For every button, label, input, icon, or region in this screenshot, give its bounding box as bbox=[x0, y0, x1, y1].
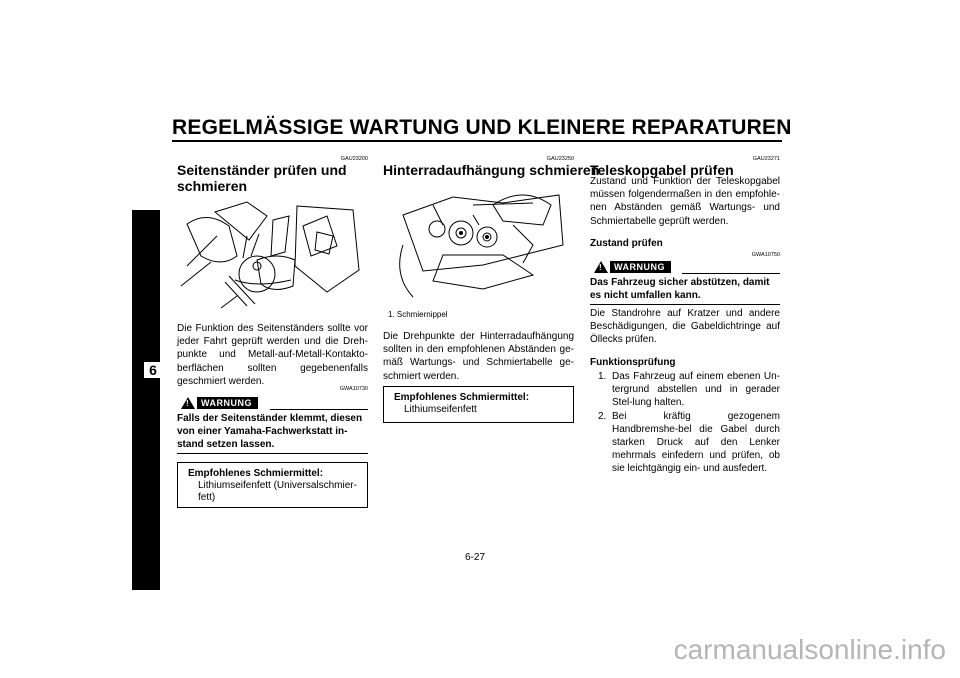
warning-badge bbox=[590, 260, 671, 274]
step-text: Bei kräftig gezogenem Handbremshe-bel die Gabel durch starken Druck auf den Lenker mehrmals einfedern und prüfen, ob sie leichtgängig ein- und ausfedert. bbox=[612, 410, 780, 475]
warning-rule-top bbox=[682, 273, 780, 274]
step-text: Das Fahrzeug auf einem ebenen Un-tergrund abstellen und in gerader Stel-lung halten. bbox=[612, 371, 780, 409]
warning-code: GWA10750 bbox=[751, 252, 780, 258]
watermark: carmanualsonline.info bbox=[673, 634, 946, 665]
chapter-tab bbox=[132, 210, 160, 590]
warning-text: Das Fahrzeug sicher abstützen, damit es nicht umfallen kann. bbox=[590, 277, 770, 301]
warning-rule-top bbox=[270, 409, 368, 410]
section-code: GAU23250 bbox=[546, 156, 574, 162]
lubricant-box-value: Lithiumseifenfett bbox=[404, 404, 477, 415]
section-body: Die Standrohre auf Kratzer und andere Beschädigungen, die Gabeldichtringe auf Öllecks prüfen. bbox=[590, 308, 780, 346]
lubricant-box bbox=[177, 462, 368, 508]
list-item bbox=[590, 410, 780, 476]
subsection-title: Funktionsprüfung bbox=[590, 357, 676, 368]
warning-icon: ! bbox=[181, 397, 195, 409]
list-item bbox=[590, 370, 780, 410]
subsection-title: Zustand prüfen bbox=[590, 238, 663, 249]
section-body: Die Drehpunkte der Hinterradaufhängung sollten in den empfohlenen Abständen ge-mäß Wartungs- und Schmiertabelle ge-schmiert werden. bbox=[383, 331, 574, 382]
section-body: Die Funktion des Seitenständers sollte vor jeder Fahrt geprüft werden und die Dreh-punkte und Metall-auf-Metall-Kontakto-berflächen sollten gegebenenfalls geschmiert werden. bbox=[177, 323, 368, 387]
lubricant-box-title: Empfohlenes Schmiermittel: bbox=[394, 392, 530, 403]
figure-caption: 1. Schmiernippel bbox=[388, 310, 448, 319]
warning-badge bbox=[177, 396, 258, 410]
warning-rule-bottom bbox=[590, 304, 780, 305]
warning-label: WARNUNG bbox=[610, 261, 671, 273]
steps-list bbox=[590, 370, 780, 476]
chapter-number: 6 bbox=[144, 362, 162, 378]
page-header-title: REGELMÄSSIGE WARTUNG UND KLEINERE REPARATUREN bbox=[172, 116, 792, 139]
warning-text: Falls der Seitenständer klemmt, diesen von einer Yamaha-Fachwerkstatt in-stand setzen lassen. bbox=[177, 413, 363, 450]
step-number: 2. bbox=[598, 410, 607, 422]
rear-suspension-illustration bbox=[383, 185, 575, 303]
lubricant-box-value: Lithiumseifenfett (Universalschmier-fett) bbox=[198, 480, 357, 503]
warning-code: GWA10730 bbox=[339, 386, 368, 392]
header-rule bbox=[172, 140, 782, 142]
step-number: 1. bbox=[598, 371, 607, 382]
warning-icon: ! bbox=[594, 261, 608, 273]
section-code: GAU23271 bbox=[752, 156, 780, 162]
warning-rule-bottom bbox=[177, 453, 368, 454]
section-title: Hinterradaufhängung schmieren bbox=[383, 162, 600, 178]
lubricant-box bbox=[383, 386, 574, 423]
page-number: 6-27 bbox=[465, 552, 486, 563]
side-stand-illustration bbox=[177, 196, 369, 314]
section-title: Teleskopgabel prüfen bbox=[590, 162, 734, 178]
lubricant-box-title: Empfohlenes Schmiermittel: bbox=[188, 468, 324, 479]
warning-label: WARNUNG bbox=[197, 397, 258, 409]
section-intro: Zustand und Funktion der Teleskopgabel müssen folgendermaßen in den empfohle-nen Abständen gemäß Wartungs- und Schmiertabelle geprüft werden. bbox=[590, 176, 780, 227]
section-code: GAU23200 bbox=[340, 156, 368, 162]
section-title: Seitenständer prüfen und schmieren bbox=[177, 162, 347, 194]
